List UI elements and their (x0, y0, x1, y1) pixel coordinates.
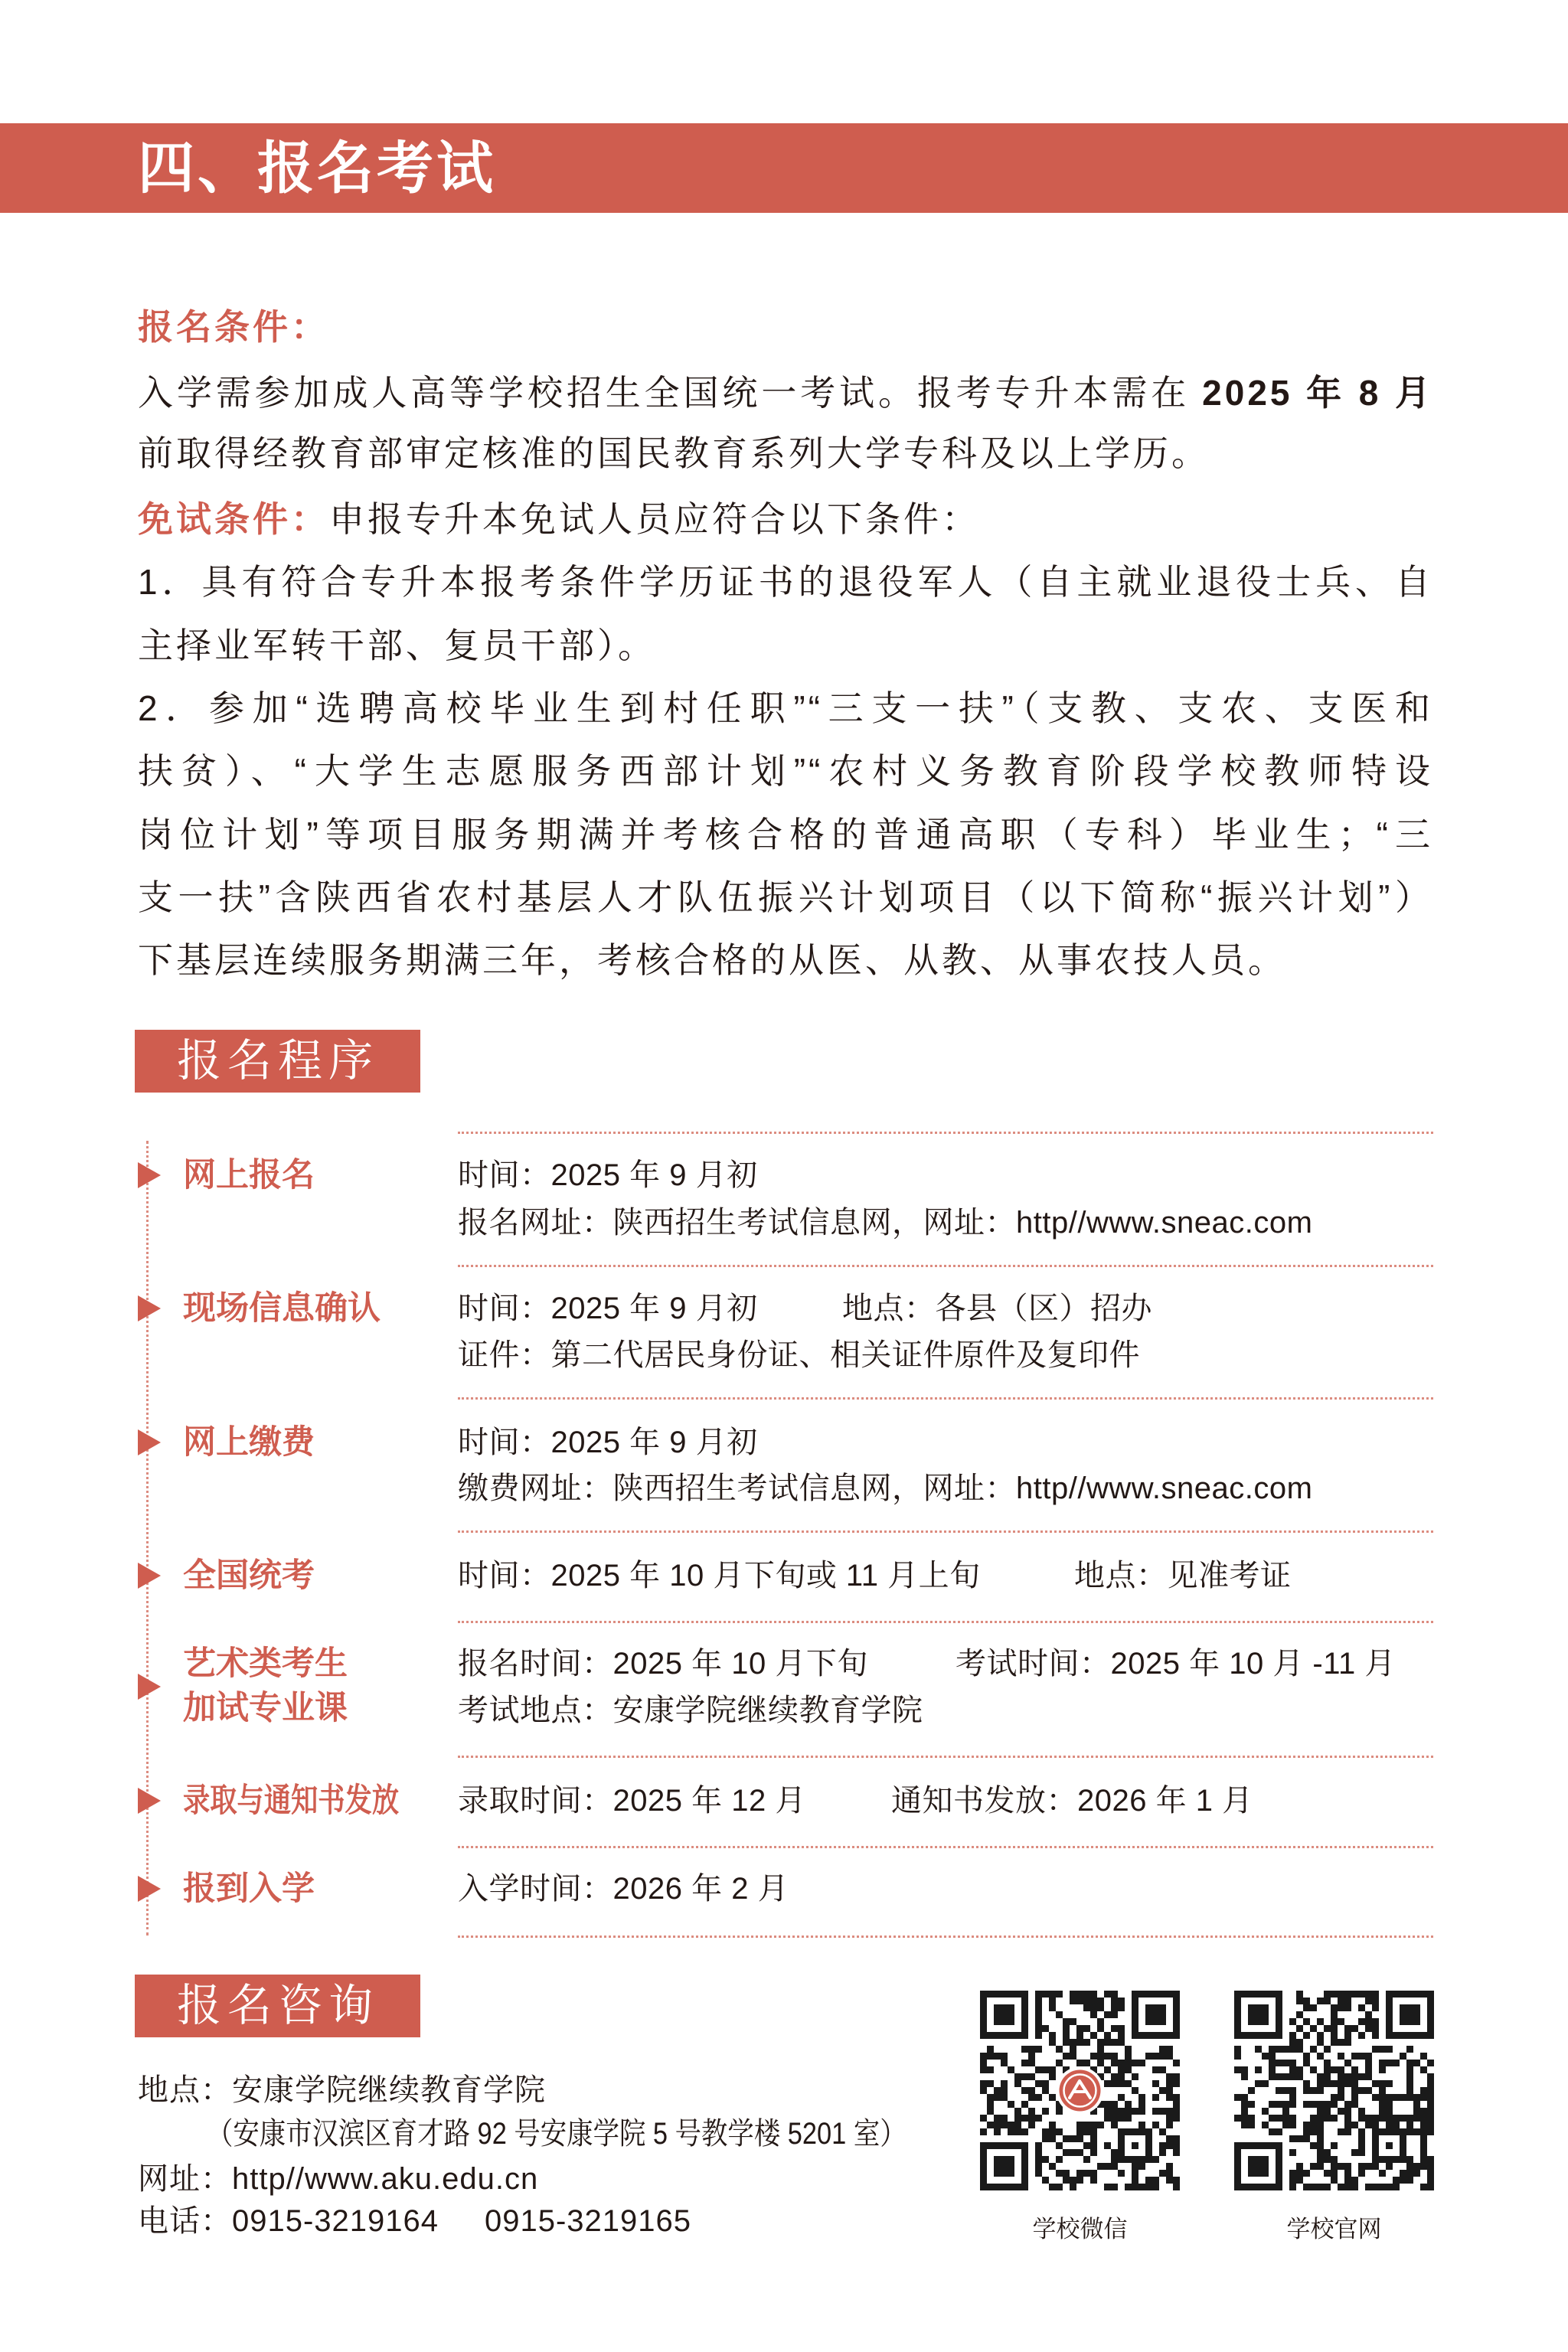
exemption-item-line: 扶贫）、“大学生志愿服务西部计划”“农村义务教育阶段学校教师特设 (138, 751, 1433, 791)
step-label-national-exam: 全国统考 (183, 1557, 315, 1594)
step-detail: 缴费网址：陕西招生考试信息网，网址：http//www.sneac.com (458, 1472, 1313, 1505)
contact-website (138, 2158, 538, 2200)
step-detail: 时间：2025 年 9 月初 (458, 1158, 758, 1192)
exam-requirements-text: 前取得经教育部审定核准的国民教育系列大学专科及以上学历。 (138, 433, 1210, 473)
qr-caption-wechat: 学校微信 (1032, 2216, 1128, 2243)
section-header-bar (0, 123, 1568, 213)
step-label-art-candidates: 加试专业课 (183, 1690, 348, 1726)
exam-requirements-line (138, 361, 1433, 424)
triangle-right-icon (138, 1295, 161, 1321)
step-detail: 时间：2025 年 9 月初 (458, 1426, 758, 1459)
step-label-art-candidates: 艺术类考生 (183, 1645, 348, 1682)
step-label-online-registration: 网上报名 (183, 1157, 315, 1194)
step-detail: 录取时间：2025 年 12 月 (458, 1784, 806, 1818)
step-label-admission-notice: 录取与通知书发放 (183, 1782, 400, 1819)
step-label-online-payment: 网上缴费 (183, 1424, 315, 1461)
exemption-label: 免试条件： (138, 499, 329, 539)
exemption-item-line: 1．具有符合专升本报考条件学历证书的退役军人（自主就业退役士兵、自 (138, 562, 1433, 602)
step-detail: 通知书发放：2026 年 1 月 (891, 1784, 1253, 1818)
row-divider (458, 1397, 1433, 1400)
website-label: 网址： (138, 2162, 232, 2196)
exam-deadline: 2025 年 8 月 (1202, 373, 1433, 413)
triangle-right-icon (138, 1563, 161, 1589)
step-detail: 考试时间：2025 年 10 月 -11 月 (956, 1647, 1396, 1681)
triangle-right-icon (138, 1788, 161, 1814)
exemption-item-line: 2．参加“选聘高校毕业生到村任职”“三支一扶”（支教、支农、支医和 (138, 688, 1433, 728)
exam-requirements-line (138, 422, 1433, 485)
row-divider (458, 1846, 1433, 1848)
exemption-heading (138, 488, 1433, 550)
address-label: 地点： (138, 2073, 232, 2107)
step-detail: 地点：见准考证 (1074, 1559, 1292, 1592)
triangle-right-icon (138, 1162, 161, 1188)
triangle-right-icon (138, 1876, 161, 1902)
exemption-item-line: 支一扶”含陕西省农村基层人才队伍振兴计划项目（以下简称“振兴计划”） (138, 877, 1433, 917)
row-divider (458, 1132, 1433, 1134)
contact-phone (138, 2200, 439, 2243)
qr-caption-website: 学校官网 (1286, 2216, 1382, 2243)
address-detail: （安康市汉滨区育才路 92 号安康学院 5 号教学楼 5201 室） (207, 2117, 906, 2151)
triangle-right-icon (138, 1674, 161, 1700)
step-detail: 地点：各县（区）招办 (842, 1292, 1152, 1325)
row-divider (458, 1756, 1433, 1758)
exam-requirements-text: 入学需参加成人高等学校招生全国统一考试。报考专升本需在 (138, 373, 1191, 413)
step-detail: 报名网址：陕西招生考试信息网，网址：http//www.sneac.com (458, 1206, 1313, 1240)
qr-code-website (1234, 1991, 1434, 2190)
school-logo-icon (1057, 2067, 1104, 2115)
exemption-intro: 申报专升本免试人员应符合以下条件： (329, 499, 980, 539)
exemption-item-line: 下基层连续服务期满三年，考核合格的从医、从教、从事农技人员。 (138, 940, 1286, 980)
website-value: http//www.aku.edu.cn (232, 2162, 539, 2196)
step-detail: 考试地点：安康学院继续教育学院 (458, 1694, 923, 1727)
row-divider (458, 1621, 1433, 1623)
step-label-onsite-confirmation: 现场信息确认 (183, 1290, 381, 1327)
step-detail: 报名时间：2025 年 10 月下旬 (458, 1647, 868, 1681)
exemption-item-line: 岗位计划”等项目服务期满并考核合格的普通高职（专科）毕业生；“三 (138, 815, 1433, 854)
step-detail: 时间：2025 年 10 月下旬或 11 月上旬 (458, 1559, 981, 1592)
phone-label: 电话： (138, 2204, 232, 2238)
step-detail: 证件：第二代居民身份证、相关证件原件及复印件 (458, 1338, 1140, 1372)
step-detail: 时间：2025 年 9 月初 (458, 1292, 758, 1325)
row-divider (458, 1265, 1433, 1267)
timeline-dotted-line (146, 1141, 149, 1936)
address-value: 安康学院继续教育学院 (232, 2073, 546, 2107)
exam-requirements-heading (138, 296, 1433, 358)
qr-code-wechat (980, 1991, 1180, 2190)
phone-number: 0915-3219165 (485, 2204, 692, 2238)
section-title: 四、报名考试 (138, 136, 496, 200)
consultation-title: 报名咨询 (135, 1975, 420, 2037)
exemption-item-line: 主择业军转干部、复员干部）。 (138, 626, 656, 665)
phone-number: 0915-3219164 (232, 2204, 439, 2238)
procedure-title: 报名程序 (135, 1030, 420, 1093)
step-label-enrollment: 报到入学 (183, 1870, 315, 1907)
step-detail: 入学时间：2026 年 2 月 (458, 1872, 789, 1906)
contact-address (138, 2069, 546, 2112)
row-divider (458, 1530, 1433, 1533)
triangle-right-icon (138, 1429, 161, 1455)
exam-requirements-label: 报名条件： (138, 307, 329, 347)
row-divider (458, 1936, 1433, 1938)
